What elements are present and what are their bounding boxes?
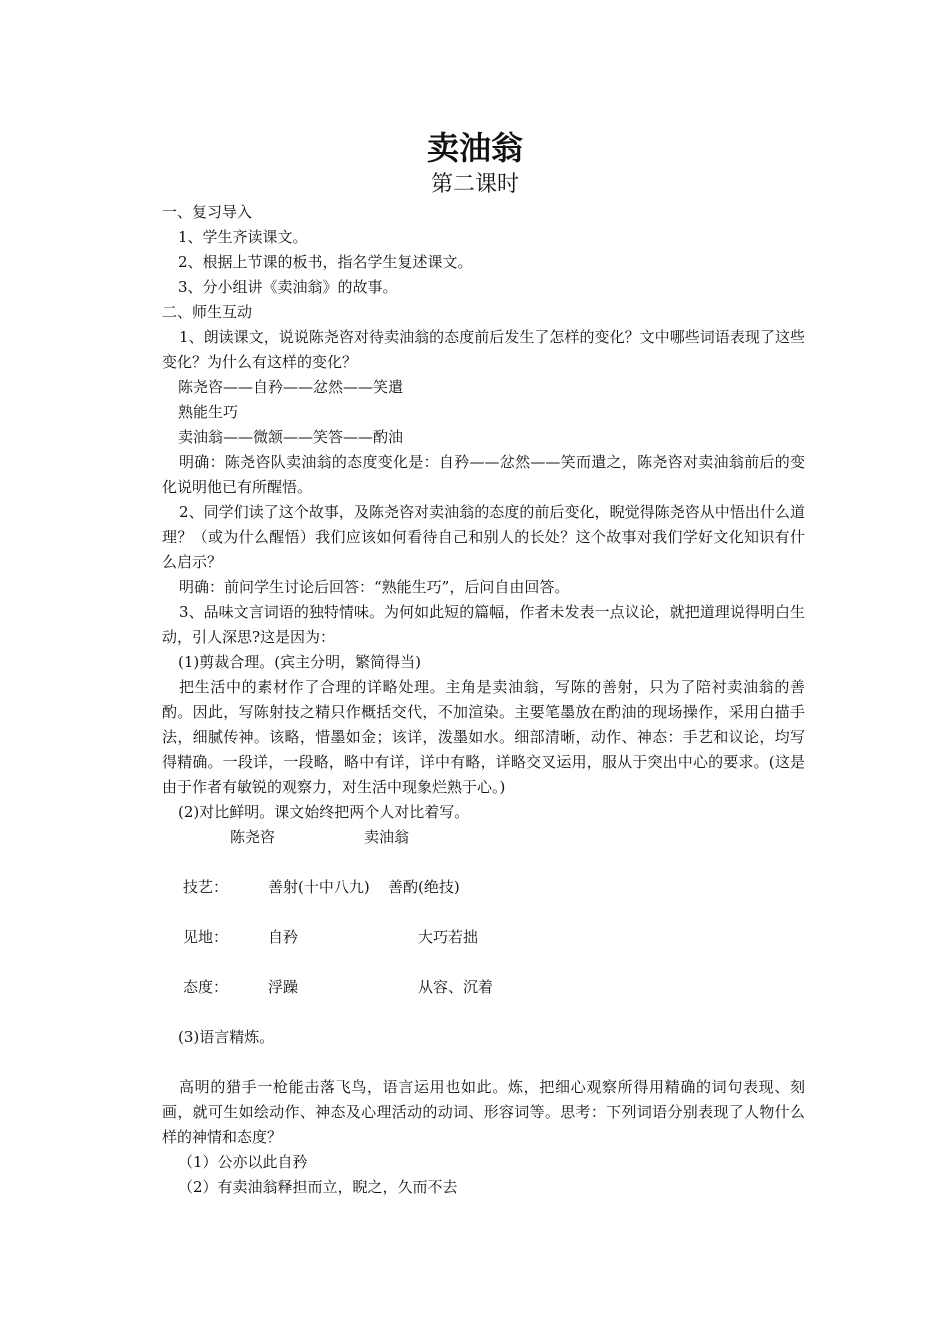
answer-paragraph: 明确：陈尧咨队卖油翁的态度变化是：自矜——忿然——笑而遣之，陈尧咨对卖油翁前后的变化说明他已有所醒悟。: [162, 453, 805, 496]
document-title: 卖油翁: [426, 129, 523, 167]
point-paragraph: 高明的猎手一枪能击落飞鸟，语言运用也如此。炼，把细心观察所得用精确的词句表现、刻画，就可生如绘动作、神态及心理活动的动词、形容词等。思考：下列词语分别表现了人物什么样的神情和态度？: [162, 1078, 805, 1146]
compare-cell: 善酌(绝技): [388, 878, 460, 896]
point-paragraph: 把生活中的素材作了合理的详略处理。主角是卖油翁，写陈的善射，只为了陪衬卖油翁的善酌。因此，写陈射技之精只作概括交代，不加渲染。主要笔墨放在酌油的现场操作，采用白描手法，细腻传神。该略，惜墨如金；该详，泼墨如水。细部清晰，动作、神态：手艺和议论，均写得精确。一段详，一段略，略中有详，详中有略，详略交叉运用，服从于突出中心的要求。(这是由于作者有敏锐的观察力，对生活中现象烂熟于心。): [162, 678, 805, 796]
compare-col-1: 陈尧咨: [230, 828, 276, 846]
list-item: 1、学生齐读课文。: [178, 228, 308, 246]
point-title: (1)剪裁合理。(宾主分明，繁简得当): [178, 653, 421, 671]
point-title: (3)语言精炼。: [178, 1028, 275, 1046]
document-subtitle: 第二课时: [430, 172, 519, 197]
compare-row: [162, 875, 805, 900]
question-item: （2）有卖油翁释担而立，睨之，久而不去: [178, 1178, 458, 1196]
compare-cell: 善射(十中八九): [268, 878, 370, 896]
question-item: （1）公亦以此自矜: [178, 1153, 308, 1171]
compare-cell: 浮躁: [268, 978, 299, 996]
compare-cell: 从容、沉着: [418, 978, 494, 996]
point-title: (2)对比鲜明。课文始终把两个人对比着写。: [178, 803, 470, 821]
compare-header: [162, 825, 805, 850]
answer-paragraph: 明确：前问学生讨论后回答：“熟能生巧”，后问自由回答。: [179, 578, 570, 596]
section-heading: 一、复习导入: [162, 203, 253, 221]
board-line: 熟能生巧: [178, 403, 239, 421]
compare-cell: 大巧若拙: [418, 928, 479, 946]
list-item: 3、分小组讲《卖油翁》的故事。: [178, 278, 398, 296]
list-item: 2、根据上节课的板书，指名学生复述课文。: [178, 253, 473, 271]
compare-row-label: 技艺：: [183, 878, 229, 896]
question-paragraph: 3、品味文言词语的独特情味。为何如此短的篇幅，作者未发表一点议论，就把道理说得明白生动，引人深思?这是因为：: [162, 603, 805, 646]
question-paragraph: 1、朗读课文，说说陈尧咨对待卖油翁的态度前后发生了怎样的变化？文中哪些词语表现了这些变化？为什么有这样的变化？: [162, 328, 805, 371]
compare-row: [162, 975, 805, 1000]
compare-col-2: 卖油翁: [364, 828, 410, 846]
compare-cell: 自矜: [268, 928, 299, 946]
compare-row-label: 见地：: [183, 928, 229, 946]
compare-row-label: 态度：: [183, 978, 229, 996]
board-line: 卖油翁——微颔——笑答——酌油: [178, 428, 404, 446]
compare-row: [162, 925, 805, 950]
document-body: [162, 200, 805, 1200]
question-paragraph: 2、同学们读了这个故事，及陈尧咨对卖油翁的态度的前后变化，睨觉得陈尧咨从中悟出什么道理？（或为什么醒悟）我们应该如何看待自己和别人的长处？这个故事对我们学好文化知识有什么启示？: [162, 503, 805, 571]
section-heading: 二、师生互动: [162, 303, 253, 321]
board-line: 陈尧咨——自矜——忿然——笑遣: [178, 378, 404, 396]
